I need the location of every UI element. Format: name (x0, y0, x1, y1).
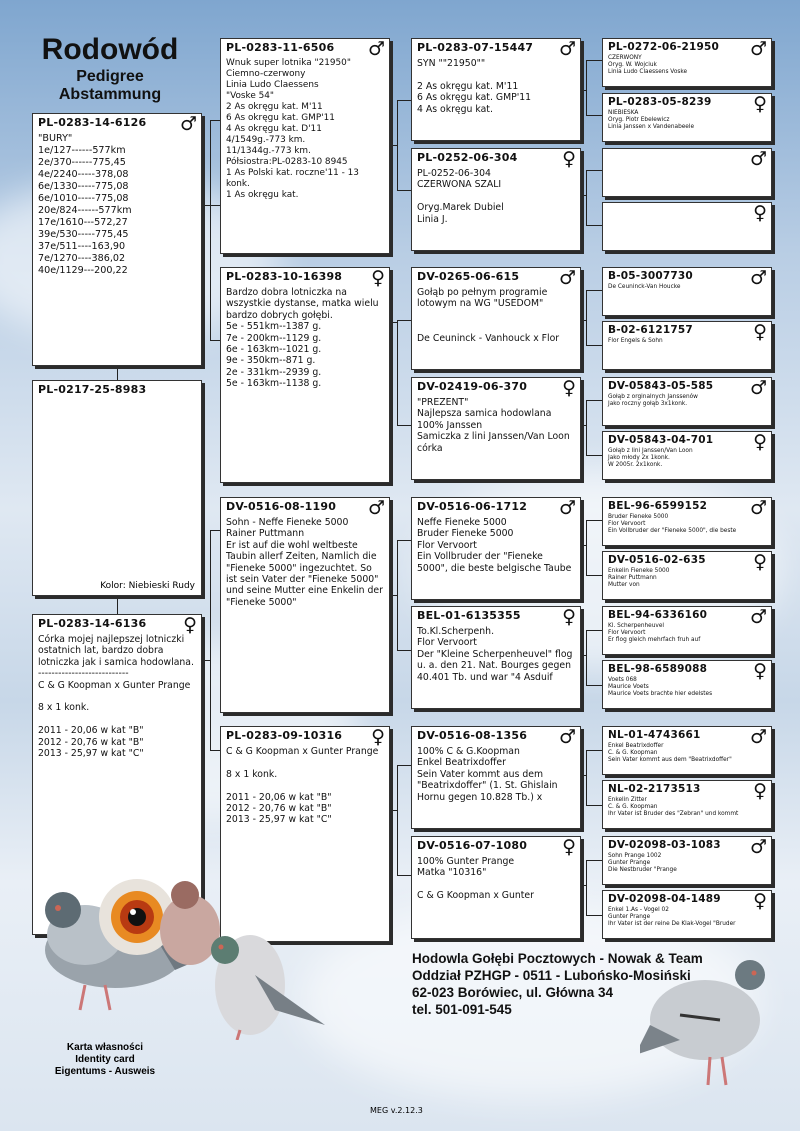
pigeon-info: Enkel 1.As - Vogel 02 Gunter Prange Ihr Vater ist der reine De Klak-Vogel "Bruder (608, 907, 736, 928)
ring-number: DV-02419-06-370 (417, 380, 528, 393)
color-label: Kolor: Niebieski Rudy (100, 581, 195, 591)
male-icon: ♂ (558, 726, 576, 748)
ring-number: DV-02098-03-1083 (608, 839, 721, 851)
pigeon-info: De Ceuninck-Van Houcke (608, 284, 681, 290)
female-icon: ♀ (371, 726, 385, 748)
ring-number: BEL-01-6135355 (417, 609, 521, 622)
pigeon-info: Neffe Fieneke 5000 Bruder Fieneke 5000 Flor Vervoort Ein Vollbruder der "Fieneke 5000", die beste belgische Taube (417, 517, 572, 574)
pigeon-info: Wnuk super lotnika "21950" Ciemno-czerwony Linia Ludo Claessens "Voske 54" 2 As okręgu kat. M'11 6 As okręgu kat. GMP'11 4 As okręgu kat. D'11 4/1549g.-773 km. 11/1344g.-773 km. Półsiostra:PL-0283-10 8945 1 As Polski kat. roczne'11 - 13 konk. 1 As okręgu kat. (226, 58, 359, 200)
ring-number: NL-02-2173513 (608, 783, 701, 795)
title-sub1: Pedigree (76, 68, 144, 85)
ring-number: BEL-98-6589088 (608, 663, 708, 675)
pigeon-info: Gołąb z lini Janssen/Van Loon Jako młody 2x 1konk. W 2005r. 2x1konk. (608, 448, 693, 469)
ring-number: B-02-6121757 (608, 324, 693, 336)
ring-number: DV-0516-07-1080 (417, 839, 528, 852)
great-grandparent-card (602, 431, 772, 480)
ring-number: DV-0516-06-1712 (417, 500, 528, 513)
great-grandparent-card (602, 267, 772, 316)
great-grandparent-card (602, 377, 772, 426)
female-icon: ♀ (753, 202, 767, 224)
female-icon: ♀ (753, 431, 767, 453)
great-grandparent-card (602, 836, 772, 885)
ring-number: PL-0283-05-8239 (608, 96, 712, 108)
female-icon: ♀ (753, 890, 767, 912)
male-icon: ♂ (749, 606, 767, 628)
great-grandparent-card (602, 606, 772, 655)
female-icon: ♀ (183, 614, 197, 636)
great-grandparent-card (602, 890, 772, 939)
ring-number: BEL-94-6336160 (608, 609, 708, 621)
male-icon: ♂ (749, 148, 767, 170)
ring-number: DV-0516-08-1356 (417, 729, 528, 742)
ring-number: DV-02098-04-1489 (608, 893, 721, 905)
granddam-card (411, 148, 581, 251)
great-grandparent-card (602, 321, 772, 370)
great-grandparent-card (602, 93, 772, 142)
male-icon: ♂ (179, 113, 197, 135)
title-sub2: Abstammung (58, 86, 162, 103)
great-grandparent-card (602, 726, 772, 775)
pigeon-info: To.Kl.Scherpenh. Flor Vervoort Der "Kleine Scherpenheuvel" flog u. a. den 21. Nat. Bourges gegen 40.401 Tb. und war "4 Asduif (417, 626, 573, 683)
great-grandparent-card (602, 780, 772, 829)
ring-number: BEL-96-6599152 (608, 500, 708, 512)
ring-number: PL-0217-25-8983 (38, 383, 147, 396)
granddam-card (411, 377, 581, 480)
pigeon-info: Gołąb z orginalnych Janssenów Jako roczny gołąb 3x1konk. (608, 394, 698, 408)
pigeon-info: Bruder Fieneke 5000 Flor Vervoort Ein Vollbruder der "Fieneke 5000", die beste (608, 514, 737, 535)
grandsire-card (411, 267, 581, 370)
ring-number: PL-0283-09-10316 (226, 729, 343, 742)
great-grandparent-card (602, 497, 772, 546)
female-icon: ♀ (562, 836, 576, 858)
male-icon: ♂ (749, 497, 767, 519)
female-icon: ♀ (753, 93, 767, 115)
pigeon-info: Kl. Scherpenheuvel Flor Vervoort Er flog gleich mehrfach fruh auf (608, 623, 701, 644)
great-grandparent-card (602, 38, 772, 87)
pigeon-info: PL-0252-06-304 CZERWONA SZALI Oryg.Marek Dubiel Linia J. (417, 168, 504, 225)
female-icon: ♀ (562, 606, 576, 628)
pigeon-info: "BURY" 1e/127------577km 2e/370------775,45 4e/2240-----378,08 6e/1330-----775,08 6e/1010-----775,08 20e/824------577km 17e/1610---572,27 39e/530-----775,45 37e/511----163,90 7e/1270----386,02 40e/1129---200,22 (38, 133, 132, 276)
pigeons-illustration (25, 875, 345, 1040)
ring-number: PL-0283-14-6126 (38, 116, 147, 129)
title-main: Rodowód (41, 33, 179, 66)
granddam-card (411, 606, 581, 709)
ring-number: PL-0283-14-6136 (38, 617, 147, 630)
female-icon: ♀ (562, 377, 576, 399)
male-icon: ♂ (749, 267, 767, 289)
ring-number: DV-0516-08-1190 (226, 500, 337, 513)
male-icon: ♂ (749, 726, 767, 748)
pigeon-info: Voets 068 Maurice Voets Maurice Voets brachte hier edelstes (608, 677, 713, 698)
pigeon-info: SYN ""21950"" 2 As okręgu kat. M'11 6 As okręgu kat. GMP'11 4 As okręgu kat. (417, 58, 532, 115)
pigeon-info: Flor Engels & Sohn (608, 338, 663, 344)
ring-number: DV-0265-06-615 (417, 270, 520, 283)
pigeon-info: Sohn - Neffe Fieneke 5000 Rainer Puttmann Er ist auf die wohl weltbeste Taubin allerf Zeiten, Namlich die "Fieneke 5000" ingezuchtet. So ist sein Vater der "Fieneke 5000" und seine Mutter eine Enkelin der "Fieneke 5000" (226, 517, 383, 608)
pigeon-info: CZERWONY Oryg. W. Wojciuk Linia Ludo Claessens Voske (608, 55, 688, 76)
ring-number: PL-0283-10-16398 (226, 270, 343, 283)
pigeon-info: NIEBIESKA Oryg. Piotr Ebelewicz Linia Janssen x Vandenabeele (608, 110, 695, 131)
granddam-card (411, 836, 581, 939)
pigeon-info: Enkelin Zitter C. & G. Koopman Ihr Vater ist Bruder des "Zebran" und kommt (608, 797, 739, 818)
pigeon-info: Gołąb po pełnym programie lotowym na WG "USEDOM" De Ceuninck - Vanhouck x Flor (417, 287, 560, 344)
ring-number: DV-05843-04-701 (608, 434, 714, 446)
ring-number: B-05-3007730 (608, 270, 693, 282)
pigeon-info: 100% C & G.Koopman Enkel Beatrixdoffer Sein Vater kommt aus dem "Beatrixdoffer" (1. St. Ghislain Hornu gegen 10.828 Tb.) x (417, 746, 558, 803)
pigeon-info: C & G Koopman x Gunter Prange 8 x 1 konk. 2011 - 20,06 w kat "B" 2012 - 20,76 w kat "B" 2013 - 25,97 w kat "C" (226, 746, 379, 826)
pigeon-info: Bardzo dobra lotniczka na wszystkie dystanse, matka wielu bardzo dobrych gołębi. 5e - 551km--1387 g. 7e - 200km--1129 g. 6e - 163km--1021 g. 9e - 350km--871 g. 2e - 331km--2939 g. 5e - 163km--1138 g. (226, 287, 379, 390)
pigeon-info: "PREZENT" Najlepsza samica hodowlana 100% Janssen Samiczka z lini Janssen/Van Loon córka (417, 397, 570, 454)
great-grandparent-card (602, 202, 772, 251)
female-icon: ♀ (371, 267, 385, 289)
pigeon-info: Sohn Prange 1002 Gunter Prange Die Nestbruder "Prange (608, 853, 677, 874)
identity-card (32, 380, 202, 596)
great-grandparent-card (602, 551, 772, 600)
great-grandparent-card (602, 660, 772, 709)
ring-number: DV-0516-02-635 (608, 554, 706, 566)
male-icon: ♂ (749, 836, 767, 858)
male-icon: ♂ (558, 497, 576, 519)
ring-number: PL-0283-11-6506 (226, 41, 335, 54)
ring-number: PL-0272-06-21950 (608, 41, 720, 53)
sire-card (220, 38, 390, 254)
female-icon: ♀ (562, 148, 576, 170)
male-icon: ♂ (367, 497, 385, 519)
sibling-info: Córka mojej najlepszej lotniczki ostatnich lat, bardzo dobra lotniczka jak i samica hodowlana. --------------------------- C & G Koopman x Gunter Prange 8 x 1 konk. 2011 - 20,06 w kat "B" 2012 - 20,76 w kat "B" 2013 - 25,97 w kat "C" (38, 634, 194, 760)
main-pigeon-card (32, 113, 202, 366)
ring-number: PL-0252-06-304 (417, 151, 518, 164)
female-icon: ♀ (753, 780, 767, 802)
identity-card-label: Karta własności Identity card Eigentums - Ausweis (54, 1042, 156, 1077)
female-icon: ♀ (753, 660, 767, 682)
female-icon: ♀ (753, 551, 767, 573)
breeder-info: Hodowla Gołębi Pocztowych - Nowak & Team Oddział PZHGP - 0511 - Lubońsko-Mosiński 62-023 Borówiec, ul. Główna 34 tel. 501-091-545 (412, 951, 703, 1017)
pigeon-info: 100% Gunter Prange Matka "10316" C & G Koopman x Gunter (417, 856, 534, 902)
ring-number: PL-0283-07-15447 (417, 41, 534, 54)
grandsire-card (411, 497, 581, 600)
grandsire-card (411, 726, 581, 829)
dam-card (220, 267, 390, 483)
male-icon: ♂ (367, 38, 385, 60)
ring-number: NL-01-4743661 (608, 729, 701, 741)
sire-card (220, 497, 390, 713)
ring-number: DV-05843-05-585 (608, 380, 714, 392)
pigeon-info: Enkel Beatrixdoffer C. & G. Koopman Sein Vater kommt aus dem "Beatrixdoffer" (608, 743, 732, 764)
female-icon: ♀ (753, 321, 767, 343)
male-icon: ♂ (558, 38, 576, 60)
grandsire-card (411, 38, 581, 141)
great-grandparent-card (602, 148, 772, 197)
male-icon: ♂ (749, 377, 767, 399)
version-label: MEG v.2.12.3 (370, 1106, 423, 1115)
male-icon: ♂ (749, 38, 767, 60)
male-icon: ♂ (558, 267, 576, 289)
pigeon-info: Enkelin Fieneke 5000 Rainer Puttmann Mutter von (608, 568, 670, 589)
